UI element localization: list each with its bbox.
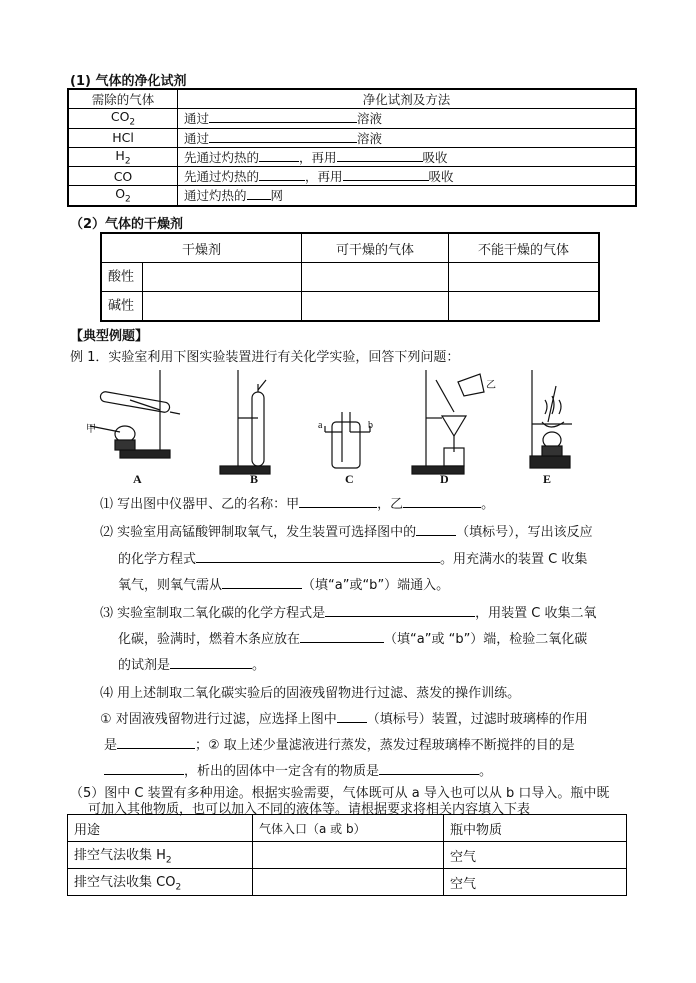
question-3-line1: ⑶ 实验室制取二氧化碳的化学方程式是 ，用装置 C 收集二氧 [100,606,597,621]
header-gas: 需除的气体 [68,89,178,109]
label-port-b: b [368,420,373,431]
answer-cell[interactable] [302,292,449,322]
table-header-row [68,89,636,109]
table-row [68,128,636,147]
method-cell: 通过灼热的 网 [178,186,637,206]
table-header-row [68,815,627,842]
examples-heading: 【典型例题】 [70,329,149,344]
gas-cell: HCl [68,128,178,147]
method-cell: 先通过灼热的 ，再用 吸收 [178,147,637,167]
answer-blank[interactable] [325,604,475,617]
content-cell: 空气 [444,842,627,869]
entry-cell[interactable] [253,869,444,896]
desiccant-type-cell: 碱性 [101,292,302,322]
gas-cell: $CO_2$ [68,109,178,129]
answer-blank[interactable] [337,710,367,723]
apparatus-e [530,370,572,468]
header-can-dry: 可干燥的气体 [302,233,449,263]
answer-blank[interactable] [259,149,299,162]
apparatus-a [90,370,180,458]
gas-cell: CO [68,167,178,186]
label-a: A [133,472,142,486]
entry-cell[interactable] [253,842,444,869]
question-4-line3: ，析出的固体中一定含有的物质是 。 [104,760,492,779]
answer-blank[interactable] [209,110,357,123]
answer-cell[interactable] [302,263,449,292]
answer-blank[interactable] [104,762,184,775]
question-5-line2: 可加入其他物质，也可以加入不同的液体等。请根据要求将相关内容填入下表 [88,802,531,817]
answer-blank[interactable] [403,495,481,508]
label-e: E [543,472,552,486]
label-c: C [345,472,354,486]
method-cell: 通过 溶液 [178,128,637,147]
apparatus-c [325,412,370,468]
answer-blank[interactable] [170,656,252,669]
answer-blank[interactable] [196,550,440,563]
answer-blank[interactable] [247,187,271,200]
table-header-row [101,233,599,263]
question-2-line3: 氧气，则氧气需从 （填“a”或“b”）端通入。 [118,578,450,593]
question-1: ⑴ 写出图中仪器甲、乙的名称：甲 ，乙 。 [100,497,495,512]
table-row [68,186,636,206]
c-apparatus-usage-table [67,814,627,896]
header-cannot-dry: 不能干燥的气体 [449,233,600,263]
header-use: 用途 [68,815,253,842]
answer-blank[interactable] [222,576,302,589]
header-desiccant: 干燥剂 [101,233,302,263]
question-2-line2: 的化学方程式 。用充满水的装置 C 收集 [118,552,588,567]
table-row [68,842,627,869]
answer-blank[interactable] [416,523,456,536]
table-row [68,869,627,896]
answer-blank[interactable] [209,130,357,143]
question-2-line1: ⑵ 实验室用高锰酸钾制取氧气，发生装置可选择图中的 （填标号），写出该反应 [100,525,593,540]
answer-blank[interactable] [379,762,479,775]
header-method: 净化试剂及方法 [178,89,637,109]
table-row [68,147,636,167]
desiccant-table [100,232,600,322]
answer-cell[interactable] [449,292,600,322]
header-entry: 气体入口（a 或 b） [253,815,444,842]
question-5-line1: （5）图中 C 装置有多种用途。根据实验需要，气体既可从 a 导入也可以从 b 口导入。瓶中既 [70,786,610,801]
method-cell: 先通过灼热的 ，再用 吸收 [178,167,637,186]
answer-blank[interactable] [300,630,384,643]
question-3-line3: 的试剂是 。 [118,658,266,673]
question-4-line2: 是 ；② 取上述少量滤液进行蒸发，蒸发过程玻璃棒不断搅拌的目的是 [104,738,575,753]
label-port-a: a [318,420,323,431]
lab-apparatus-figure [80,362,580,487]
section1-heading: (1) 气体的净化试剂 [70,74,187,89]
label-yi: 乙 [486,380,496,391]
answer-blank[interactable] [259,168,305,181]
desiccant-type-cell: 酸性 [101,263,302,292]
label-d: D [440,472,449,486]
apparatus-b [220,370,270,474]
table-row [101,263,599,292]
question-4-line1: ① 对固液残留物进行过滤，应选择上图中 （填标号）装置，过滤时玻璃棒的作用 [100,712,588,727]
use-cell: 排空气法收集 $H_2$ [68,842,253,869]
answer-blank[interactable] [299,495,377,508]
content-cell: 空气 [444,869,627,896]
label-jia: 甲 [86,424,96,435]
apparatus-d [412,370,484,474]
table-row [68,167,636,186]
question-3-line2: 化碳，验满时，燃着木条应放在 （填“a”或 “b”）端，检验二氧化碳 [118,632,588,647]
gas-cell: $O_2$ [68,186,178,206]
purification-table [67,88,637,207]
table-row [101,292,599,322]
answer-cell[interactable] [449,263,600,292]
use-cell: 排空气法收集 $CO_2$ [68,869,253,896]
answer-blank[interactable] [343,168,429,181]
method-cell: 通过 溶液 [178,109,637,129]
answer-blank[interactable] [337,149,423,162]
table-row [68,109,636,129]
label-b: B [250,472,259,486]
header-content: 瓶中物质 [444,815,627,842]
section2-heading: （2）气体的干燥剂 [70,217,184,232]
question-4-intro: ⑷ 用上述制取二氧化碳实验后的固液残留物进行过滤、蒸发的操作训练。 [100,686,521,701]
answer-blank[interactable] [117,736,195,749]
gas-cell: $H_2$ [68,147,178,167]
example1-intro: 例 1．实验室利用下图实验装置进行有关化学实验，回答下列问题： [70,350,460,365]
